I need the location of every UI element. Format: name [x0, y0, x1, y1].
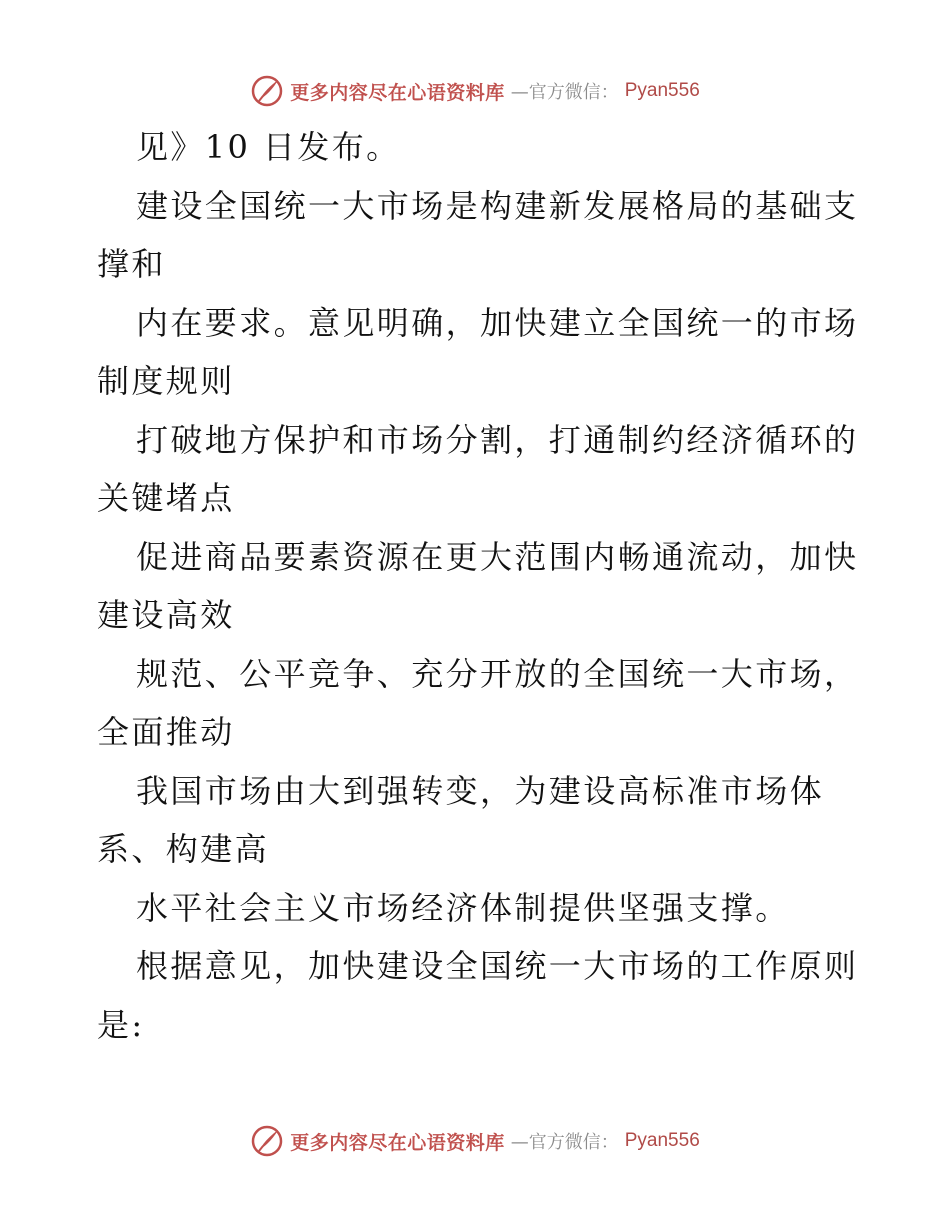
header-watermark	[0, 71, 950, 111]
watermark-brand-text: 更多内容尽在心语资料库	[290, 81, 505, 104]
text-line: 系、构建高	[97, 830, 270, 868]
text-line: 撑和	[97, 245, 166, 283]
text-line: 全面推动	[97, 713, 235, 751]
footer-watermark	[0, 1121, 950, 1161]
text-line: 打破地方保护和市场分割，打通制约经济循环的	[136, 421, 859, 459]
text-line: 关键堵点	[97, 479, 235, 517]
text-line: 我国市场由大到强转变，为建设高标准市场体	[136, 772, 825, 810]
watermark-separator-text: —官方微信：	[510, 1132, 619, 1153]
text-line: 制度规则	[97, 362, 235, 400]
text-line: 水平社会主义市场经济体制提供坚强支撑。	[136, 889, 790, 927]
watermark-wechat-id: Pyan556	[624, 80, 700, 101]
text-line: 建设全国统一大市场是构建新发展格局的基础支	[136, 187, 859, 225]
watermark-wechat-id: Pyan556	[624, 1130, 700, 1151]
watermark-separator-text: —官方微信：	[510, 82, 619, 103]
quill-pen-logo-icon	[250, 74, 284, 108]
text-line: 建设高效	[97, 596, 235, 634]
text-line: 是:	[97, 1006, 145, 1044]
text-line: 内在要求。意见明确，加快建立全国统一的市场	[136, 304, 859, 342]
text-line: 规范、公平竞争、充分开放的全国统一大市场，	[136, 655, 859, 693]
text-line: 根据意见，加快建设全国统一大市场的工作原则	[136, 947, 859, 985]
quill-pen-logo-icon	[250, 1124, 284, 1158]
text-line: 促进商品要素资源在更大范围内畅通流动，加快	[136, 538, 859, 576]
text-line: 见》10 日发布。	[136, 128, 401, 166]
watermark-brand-text: 更多内容尽在心语资料库	[290, 1131, 505, 1154]
